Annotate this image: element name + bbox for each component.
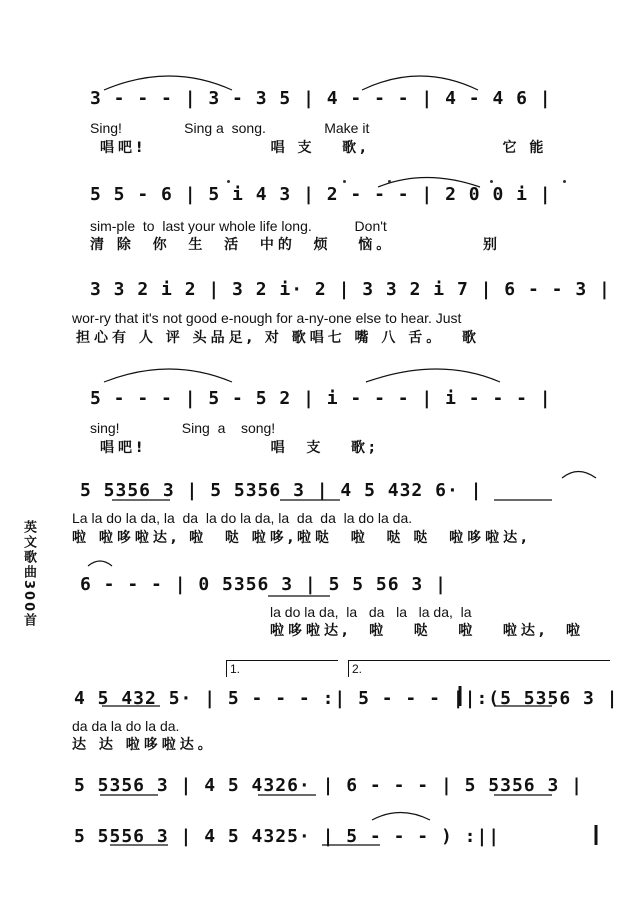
system-7-lyrics-en: da da la do la da. (72, 718, 180, 734)
octave-dot (227, 180, 230, 183)
octave-dot (490, 180, 493, 183)
system-3-lyrics-en: wor-ry that it's not good e-nough for a-ny-one else to hear. Just (72, 310, 462, 326)
slur (88, 561, 112, 566)
system-3-notes: 3 3 2 i 2 | 3 2 i· 2 | 3 3 2 i 7 | 6 - - 3 | (90, 279, 611, 300)
volta-2-bracket: 2. (348, 660, 610, 677)
system-7-notes: 4 5 432 5· | 5 - - - :| 5 - - - ||:(5 5356 3 | (74, 688, 619, 709)
system-5-notes: 5 5356 3 | 5 5356 3 | 4 5 432 6· | (80, 480, 483, 501)
octave-dot (563, 180, 566, 183)
system-1-notes: 3 - - - | 3 - 3 5 | 4 - - - | 4 - 4 6 | (90, 88, 552, 109)
side-book-title: 英文歌曲300首 (21, 520, 36, 629)
system-4-lyrics-en: sing! Sing a song! (90, 420, 276, 436)
system-6-lyrics-en: la do la da, la da la la da, la (270, 604, 472, 620)
slur (366, 369, 500, 382)
system-3-lyrics-cn: 担心有 人 评 头品足, 对 歌唱七 嘴 八 舌。 歌 (76, 330, 481, 346)
slur (104, 369, 232, 382)
volta-1-bracket: 1. (226, 660, 338, 677)
system-9-notes: 5 5556 3 | 4 5 4325· | 5 - - - ) :|| (74, 826, 501, 847)
system-2-notes: 5 5 - 6 | 5 i 4 3 | 2 - - - | 2 0 0 i | (90, 184, 552, 205)
slur (372, 813, 430, 821)
system-4-notes: 5 - - - | 5 - 5 2 | i - - - | i - - - | (90, 388, 552, 409)
octave-dot (343, 180, 346, 183)
system-2-lyrics-cn: 清 除 你 生 活 中的 烦 恼。 别 (90, 237, 501, 253)
system-1-lyrics-en: Sing! Sing a song. Make it (90, 120, 370, 136)
system-5-lyrics-cn: 啦 啦哆啦达, 啦 哒 啦哆,啦哒 啦 哒 哒 啦哆啦达, (72, 530, 531, 546)
system-8-notes: 5 5356 3 | 4 5 4326· | 6 - - - | 5 5356 3 | (74, 775, 583, 796)
octave-dot (388, 180, 391, 183)
system-1-lyrics-cn: 唱吧! 唱 支 歌, 它 能 (100, 140, 548, 156)
system-4-lyrics-cn: 唱吧! 唱 支 歌; (100, 440, 379, 456)
system-5-lyrics-en: La la do la da, la da la do la da, la da da la do la da. (72, 510, 413, 526)
system-7-lyrics-cn: 达 达 啦哆啦达。 (72, 737, 216, 753)
system-6-lyrics-cn: 啦哆啦达, 啦 哒 啦 啦达, 啦 (270, 623, 584, 639)
system-2-lyrics-en: sim-ple to last your whole life long. Don't (90, 218, 387, 234)
system-6-notes: 6 - - - | 0 5356 3 | 5 5 56 3 | (80, 574, 447, 595)
